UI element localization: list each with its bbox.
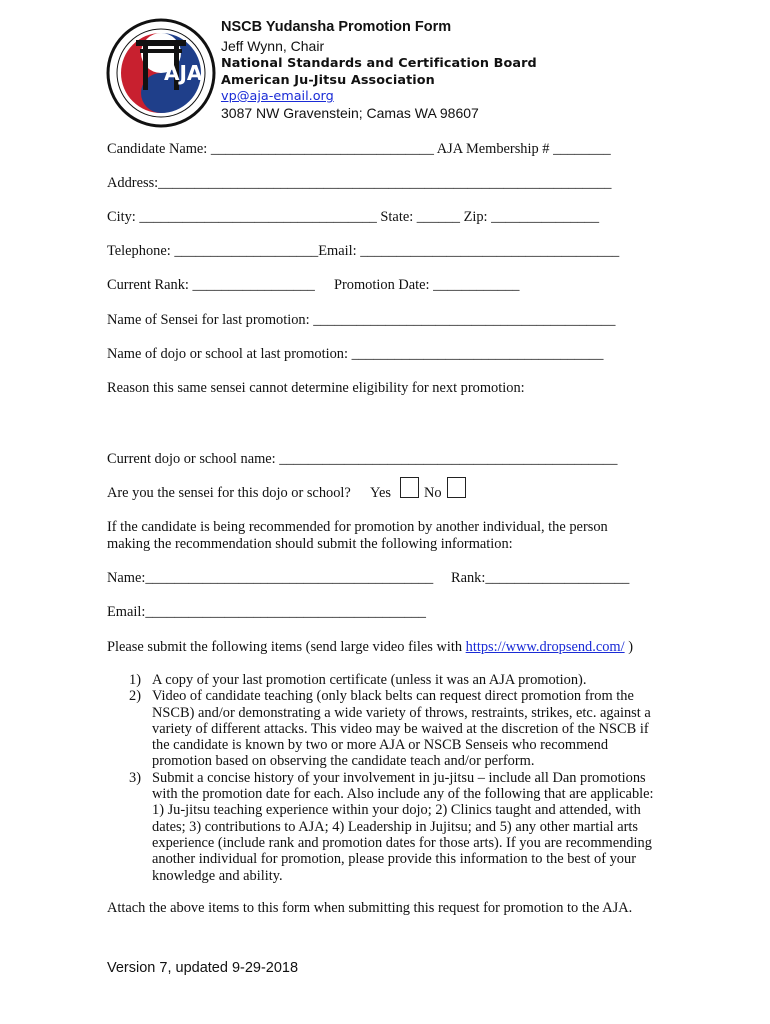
candidate-name-field[interactable]: Candidate Name: _______________________________ AJA Membership # ________: [107, 141, 611, 157]
list-item: [107, 688, 667, 769]
list-item: [107, 770, 667, 884]
board-name: National Standards and Certification Board: [221, 56, 537, 71]
city-state-zip-field[interactable]: City: _________________________________ State: ______ Zip: _______________: [107, 209, 600, 225]
attach-note: Attach the above items to this form when submitting this request for promotion to the AJA.: [107, 900, 633, 916]
recommendation-text-1: If the candidate is being recommended for promotion by another individual, the person: [107, 519, 608, 535]
address-field[interactable]: Address:_______________________________________________________________: [107, 175, 612, 191]
dropsend-link[interactable]: https://www.dropsend.com/: [465, 639, 625, 655]
current-dojo-field[interactable]: Current dojo or school name: _______________________________________________: [107, 451, 618, 467]
no-label: No: [424, 485, 442, 501]
form-title: NSCB Yudansha Promotion Form: [221, 19, 452, 35]
yes-label: Yes: [370, 485, 391, 501]
aja-logo-icon: [106, 18, 216, 128]
list-item-number: 2): [129, 688, 141, 705]
version-footer: Version 7, updated 9-29-2018: [107, 960, 299, 976]
list-item-text: Submit a concise history of your involvement in ju-jitsu – include all Dan promotions with the promotion date for each. Also include any of the following that are applicable: 1) Ju-jitsu teaching experience within your dojo; 2) Clinics taught and attended, with dates; 3) contributions to AJA; 4) Leadership in Jujitsu; and 5) any other martial arts experience (include rank and promotion dates for those arts). If you are recommending another individual for promotion, please provide this information to the best of your knowledge and ability.: [152, 769, 654, 884]
dojo-last-promotion-field[interactable]: Name of dojo or school at last promotion: ___________________________________: [107, 346, 604, 362]
submit-instructions: [107, 639, 633, 656]
aja-logo: [106, 18, 216, 128]
reason-question: Reason this same sensei cannot determine eligibility for next promotion:: [107, 380, 525, 396]
telephone-email-field[interactable]: Telephone: ____________________Email: ____________________________________: [107, 243, 620, 259]
list-item: [107, 672, 667, 688]
list-item-text: Video of candidate teaching (only black belts can request direct promotion from the NSCB) and/or demonstrating a wide variety of throws, restraints, strikes, etc. against a variety of different attacks. This video may be waived at the discretion of the NSCB if the candidate is known by two or more AJA or NSCB Senseis who recommend promotion based on observing the candidate teach and/or perform.: [152, 688, 651, 770]
list-item-number: 1): [129, 672, 141, 688]
recommender-email-field[interactable]: Email:_______________________________________: [107, 604, 426, 620]
association-name: American Ju-Jitsu Association: [221, 73, 435, 88]
recommendation-text-2: making the recommendation should submit the following information:: [107, 536, 513, 552]
submit-close-text: ): [628, 639, 634, 655]
submit-intro-text: Please submit the following items (send large video files with: [107, 639, 463, 655]
recommender-rank-field[interactable]: Rank:____________________: [451, 570, 630, 586]
recommender-name-field[interactable]: Name:________________________________________: [107, 570, 434, 586]
current-rank-field[interactable]: Current Rank: _________________: [107, 277, 315, 293]
promotion-date-field[interactable]: Promotion Date: ____________: [334, 277, 520, 293]
list-item-text: A copy of your last promotion certificate (unless it was an AJA promotion).: [152, 672, 587, 688]
yes-checkbox[interactable]: [400, 477, 419, 498]
list-item-number: 3): [129, 769, 141, 786]
required-items-list: [107, 672, 667, 884]
no-checkbox[interactable]: [447, 477, 466, 498]
svg-text:AJA: AJA: [164, 61, 203, 85]
contact-email-link[interactable]: vp@aja-email.org: [221, 89, 334, 104]
is-sensei-question: Are you the sensei for this dojo or school?: [107, 485, 351, 501]
chair-name: Jeff Wynn, Chair: [221, 38, 325, 54]
board-address: 3087 NW Gravenstein; Camas WA 98607: [221, 105, 479, 121]
sensei-last-promotion-field[interactable]: Name of Sensei for last promotion: __________________________________________: [107, 312, 616, 328]
